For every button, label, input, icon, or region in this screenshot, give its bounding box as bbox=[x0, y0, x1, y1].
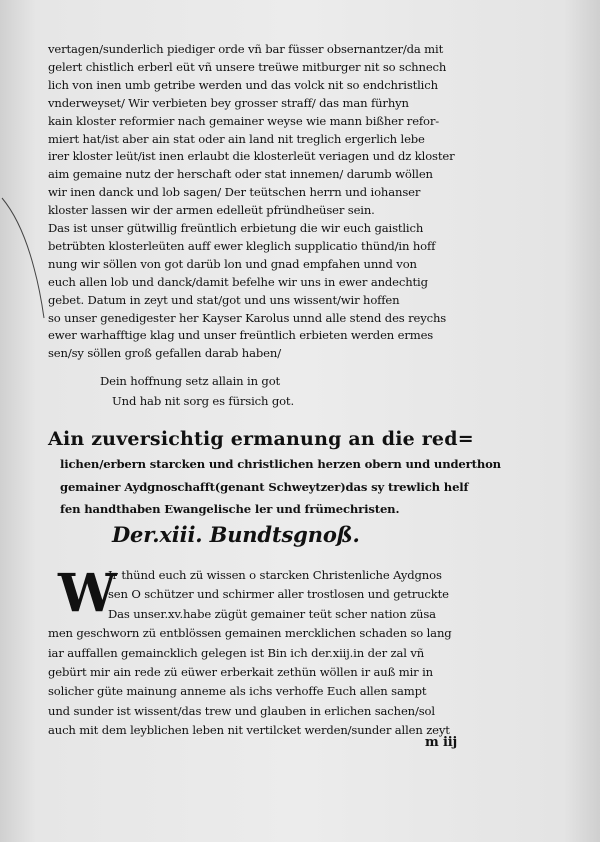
closing-line-8: und sunder ist wissent/das trew und glauben in erlichen sachen/sol bbox=[48, 703, 435, 718]
body-line-1: vertagen/sunderlich piediger orde vñ bar füsser obsernantzer/da mit bbox=[48, 42, 444, 56]
body-line-16: so unser genedigester her Kayser Karolus unnd alle stend des reychs bbox=[48, 310, 447, 325]
signature-mark: m iij bbox=[425, 735, 458, 750]
body-line-7: irer kloster leüt/ist inen erlaubt die klosterleüt veriagen und dz kloster bbox=[48, 149, 455, 164]
drop-cap-initial: W bbox=[58, 563, 117, 624]
body-line-9: wir inen danck und lob sagen/ Der teütschen herrn und iohanser bbox=[48, 185, 421, 200]
body-line-2: gelert chistlich erberl eüt vñ unsere treüwe mitburger nit so schnech bbox=[48, 59, 447, 74]
body-line-14: euch allen lob und danck/damit befelhe wir uns in ewer andechtig bbox=[48, 274, 428, 289]
heading-line-4: fen handthaben Ewangelische ler und frümechristen. bbox=[60, 502, 400, 516]
heading-line-3: gemainer Aydgnoschafft(genant Schweytzer)das sy trewlich helf bbox=[60, 480, 469, 494]
body-line-10: kloster lassen wir der armen edelleüt pfründheüser sein. bbox=[48, 203, 375, 218]
body-line-12: betrübten klosterleüten auff ewer kleglich supplicatio thünd/in hoff bbox=[48, 238, 436, 253]
heading-line-2: lichen/erbern starcken und christlichen herzen obern und underthon bbox=[60, 457, 501, 471]
body-line-13: nung wir söllen von got darüb lon und gnad empfahen unnd von bbox=[48, 256, 417, 271]
body-line-18: sen/sy söllen groß gefallen darab haben/ bbox=[48, 346, 281, 361]
closing-line-7: solicher güte mainung anneme als ichs verhoffe Euch allen sampt bbox=[48, 684, 427, 699]
closing-line-4: men geschworn zü entblössen gemainen mercklichen schaden so lang bbox=[48, 626, 452, 641]
heading-line-1: Ain zuversichtig ermanung an die red= bbox=[48, 428, 474, 450]
closing-line-1: Ir thünd euch zü wissen o starcken Christenliche Aydgnos bbox=[108, 568, 442, 582]
motto-line-2: Und hab nit sorg es fürsich got. bbox=[112, 394, 294, 408]
body-line-15: gebet. Datum in zeyt und stat/got und uns wissent/wir hoffen bbox=[48, 292, 400, 307]
closing-line-5: iar auffallen gemaincklich gelegen ist Bin ich der.xiij.in der zal vñ bbox=[48, 645, 425, 660]
closing-line-6: gebürt mir ain rede zü eüwer erberkait zethün wöllen ir auß mir in bbox=[48, 665, 433, 679]
body-line-5: kain kloster reformier nach gemainer weyse wie mann bißher refor- bbox=[48, 113, 440, 128]
body-line-8: aim gemaine nutz der herschaft oder stat innemen/ darumb wöllen bbox=[48, 167, 433, 182]
body-line-4: vnderweyset/ Wir verbieten bey grosser straff/ das man fürhyn bbox=[48, 95, 409, 110]
body-line-11: Das ist unser gütwillig freüntlich erbietung die wir euch gaistlich bbox=[48, 221, 424, 235]
closing-line-3: Das unser.xv.habe zügüt gemainer teüt scher nation züsa bbox=[108, 606, 436, 621]
body-line-6: miert hat/ist aber ain stat oder ain land nit treglich ergerlich lebe bbox=[48, 131, 425, 146]
body-line-3: lich von inen umb getribe werden und das volck nit so endchristlich bbox=[48, 77, 438, 92]
closing-line-2: sen O schützer und schirmer aller trostlosen und getruckte bbox=[108, 587, 449, 602]
motto-line-1: Dein hoffnung setz allain in got bbox=[100, 374, 281, 388]
closing-line-9: auch mit dem leyblichen leben nit vertilcket werden/sunder allen zeyt bbox=[48, 723, 450, 738]
section-subheading: Der.xiii. Bundtsgnoß. bbox=[112, 522, 360, 547]
body-line-17: ewer warhafftige klag und unser freüntlich erbieten werden ermes bbox=[48, 328, 434, 343]
